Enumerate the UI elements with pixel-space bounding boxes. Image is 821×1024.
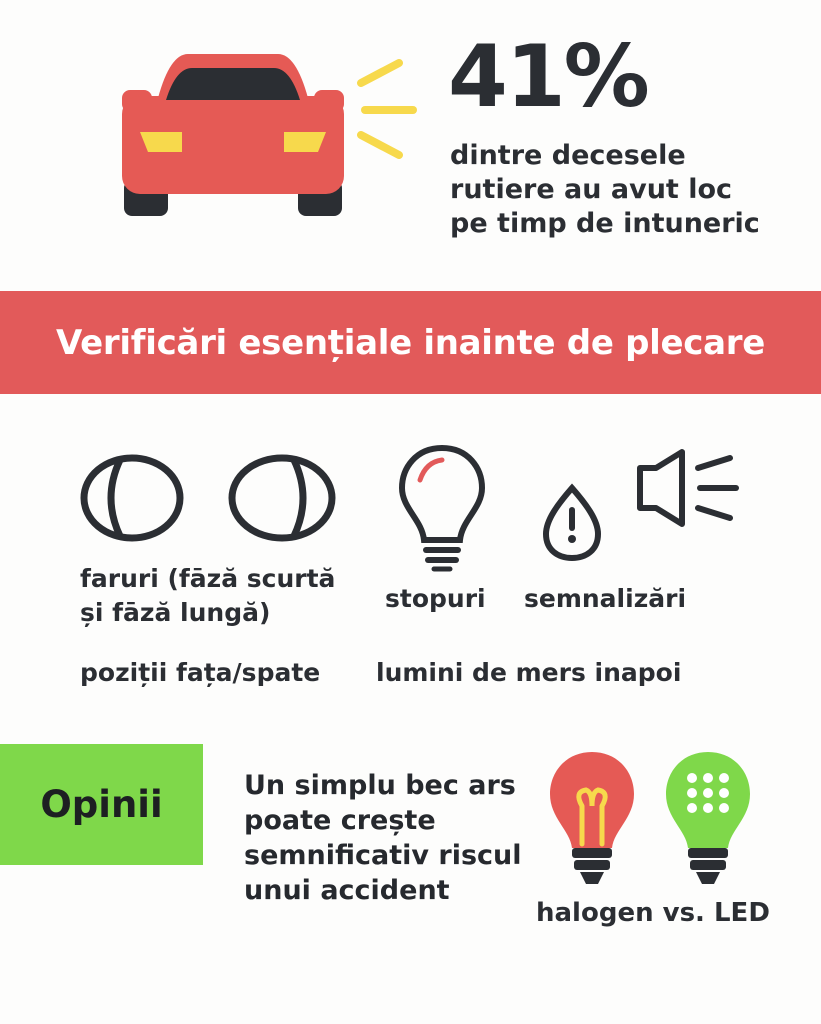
car-icon — [118, 48, 348, 218]
stat-value: 41% — [448, 27, 648, 127]
label-turn-signals: semnalizări — [524, 584, 687, 613]
label-brake-lights: stopuri — [385, 584, 486, 613]
bulb-icon — [396, 442, 488, 574]
opinion-text: Un simplu bec ars poate crește semnificativ riscul unui accident — [244, 770, 522, 906]
opinion-label: Opinii — [40, 783, 163, 826]
horn-speaker-icon — [634, 446, 742, 530]
led-bulb-icon — [662, 748, 754, 890]
label-reverse-lights: lumini de mers inapoi — [376, 658, 682, 687]
light-rays-icon — [355, 55, 420, 165]
headlight-lens-icon — [76, 452, 341, 544]
label-headlights: faruri (fāză scurtă și fāză lungă) — [80, 564, 336, 627]
label-position-lights: poziții fața/spate — [80, 658, 321, 687]
stat-description: dintre decesele rutiere au avut loc pe timp de intuneric — [450, 140, 760, 239]
opinion-label-box — [0, 744, 203, 865]
section-banner — [0, 291, 821, 394]
warning-drop-icon — [540, 482, 604, 564]
banner-title: Verificări esențiale inainte de plecare — [55, 322, 766, 363]
halogen-bulb-icon — [546, 748, 638, 890]
bulb-compare-label: halogen vs. LED — [536, 898, 770, 928]
